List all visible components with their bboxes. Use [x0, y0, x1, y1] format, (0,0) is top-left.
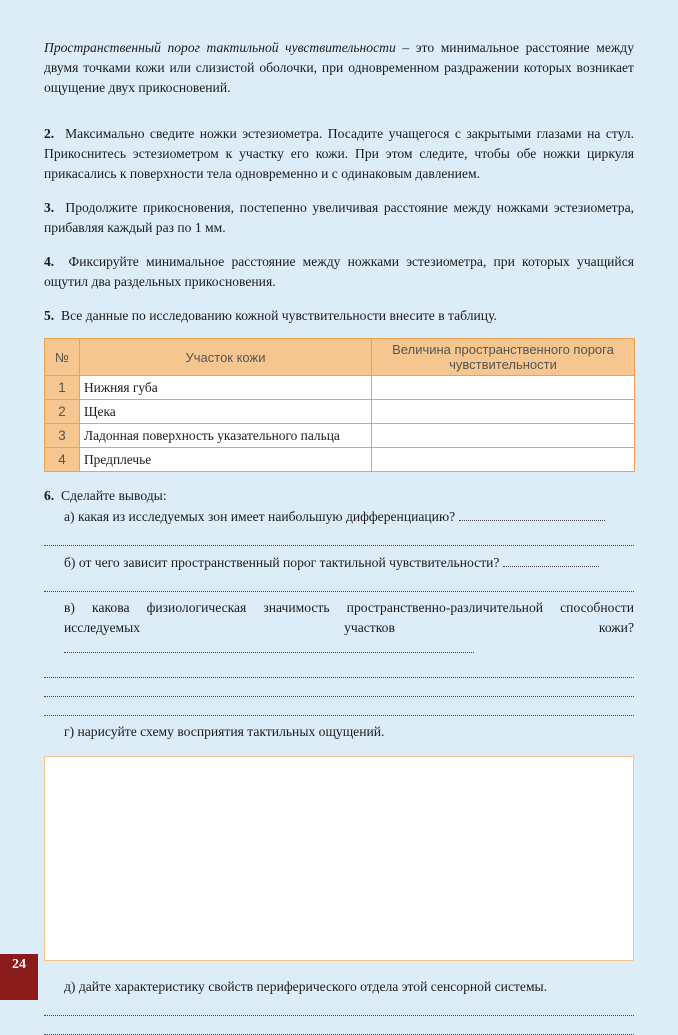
conclusions-title: 6. Сделайте выводы: — [44, 488, 167, 503]
row-value-cell[interactable] — [372, 376, 635, 400]
intro-term: Пространственный порог тактильной чувствительности — [44, 40, 396, 55]
row-number: 3 — [45, 424, 80, 448]
table-row — [45, 376, 635, 400]
row-zone: Предплечье — [80, 448, 372, 472]
answer-line[interactable] — [44, 659, 634, 678]
question-e: д) дайте характеристику свойств периферического отдела этой сенсорной системы. — [64, 979, 548, 994]
question-d: г) нарисуйте схему восприятия тактильных ощущений. — [64, 724, 385, 739]
answer-line[interactable] — [44, 527, 634, 546]
row-zone: Ладонная поверхность указательного пальца — [80, 424, 372, 448]
question-a: а) какая из исследуемых зон имеет наибольшую дифференциацию? — [44, 506, 634, 527]
col-value-header: Величина пространственного порога чувствительности — [372, 339, 635, 376]
table-row — [45, 400, 635, 424]
page-number: 24 — [0, 954, 38, 1000]
conclusions-section — [44, 486, 634, 1035]
question-c: в) какова физиологическая значимость пространственно-различительной способности исследуемых участков кожи? — [44, 598, 634, 659]
answer-b-field[interactable] — [503, 552, 599, 567]
intro-paragraph — [44, 38, 634, 98]
col-number-header: № — [45, 339, 80, 376]
drawing-area[interactable] — [44, 756, 634, 961]
intro-text: – это минимальное расстояние между двумя точками кожи или слизистой оболочки, при одновременном раздражении которых возникает ощущение двух прикосновений. — [44, 40, 634, 95]
sensitivity-table — [44, 338, 635, 472]
answer-line[interactable] — [44, 697, 634, 716]
table-row — [45, 424, 635, 448]
answer-line[interactable] — [44, 678, 634, 697]
question-b: б) от чего зависит пространственный порог тактильной чувствительности? — [44, 552, 634, 573]
answer-a-field[interactable] — [459, 506, 605, 521]
row-number: 1 — [45, 376, 80, 400]
answer-line[interactable] — [44, 573, 634, 592]
row-number: 4 — [45, 448, 80, 472]
row-value-cell[interactable] — [372, 424, 635, 448]
row-value-cell[interactable] — [372, 400, 635, 424]
step-3: 3. Продолжите прикосновения, постепенно увеличивая расстояние между ножками эстезиометра, прибавляя каждый раз по 1 мм. — [44, 200, 635, 235]
page-content — [44, 38, 634, 1035]
table-row — [45, 448, 635, 472]
row-zone: Щека — [80, 400, 372, 424]
col-zone-header: Участок кожи — [80, 339, 372, 376]
row-number: 2 — [45, 400, 80, 424]
answer-line[interactable] — [44, 1016, 634, 1035]
row-zone: Нижняя губа — [80, 376, 372, 400]
step-5: 5. Все данные по исследованию кожной чувствительности внесите в таблицу. — [44, 308, 497, 323]
row-value-cell[interactable] — [372, 448, 635, 472]
table-header-row — [45, 339, 635, 376]
step-2: 2. Максимально сведите ножки эстезиометра. Посадите учащегося с закрытыми глазами на стул. Прикоснитесь эстезиометром к участку его кожи. При этом следите, чтобы обе ножки циркуля прикасались к поверхности тела одновременно и с одинаковым давлением. — [44, 126, 634, 181]
answer-c-field[interactable] — [64, 638, 474, 653]
step-4: 4. Фиксируйте минимальное расстояние между ножками эстезиометра, при которых учащийся ощутил два раздельных прикосновения. — [44, 254, 634, 289]
